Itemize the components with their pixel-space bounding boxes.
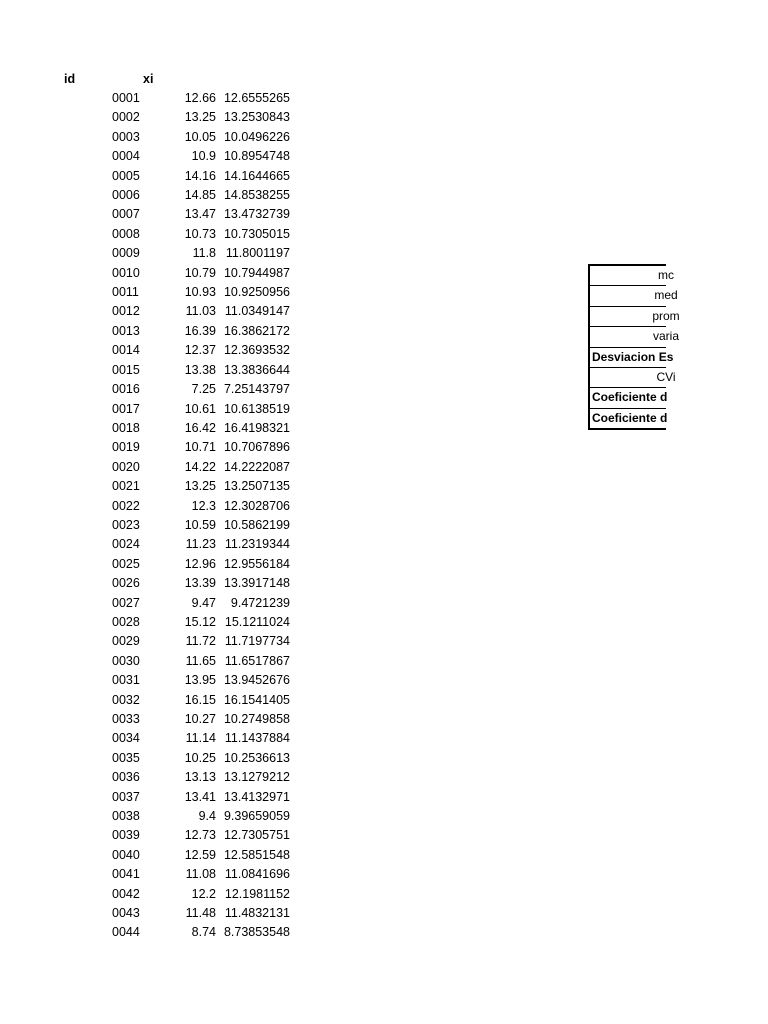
table-row (0, 361, 320, 380)
table-row (0, 322, 320, 341)
cell-xi: 12.59 (184, 847, 216, 862)
cell-value: 12.3693532 (223, 343, 290, 358)
column-header-id: id (64, 72, 76, 86)
cell-value: 10.9250956 (223, 285, 290, 300)
table-row (0, 458, 320, 477)
cell-value: 13.4732739 (223, 207, 290, 222)
table-row (0, 749, 320, 768)
cell-xi: 16.39 (184, 323, 216, 338)
cell-value: 13.3917148 (223, 576, 290, 591)
cell-id: 0013 (112, 323, 140, 338)
cell-id: 0028 (112, 614, 140, 629)
cell-xi: 10.25 (184, 750, 216, 765)
cell-id: 0023 (112, 517, 140, 532)
cell-value: 14.2222087 (223, 459, 290, 474)
summary-row (590, 266, 674, 286)
cell-value: 11.0349147 (224, 304, 290, 319)
table-row (0, 205, 320, 224)
cell-value: 10.2536613 (223, 750, 290, 765)
cell-xi: 7.25 (191, 382, 216, 397)
cell-value: 10.7944987 (223, 265, 290, 280)
summary-label: Desviacion Es (592, 349, 674, 364)
cell-id: 0002 (112, 110, 140, 125)
cell-id: 0044 (112, 925, 140, 940)
cell-id: 0003 (112, 129, 140, 144)
cell-xi: 14.85 (184, 188, 216, 203)
summary-row (590, 286, 678, 306)
cell-value: 10.7067896 (223, 440, 290, 455)
cell-id: 0021 (112, 479, 140, 494)
table-row (0, 632, 320, 651)
summary-label: med (654, 288, 678, 303)
cell-xi: 14.16 (184, 168, 216, 183)
table-row (0, 574, 320, 593)
table-row (0, 788, 320, 807)
cell-xi: 13.47 (184, 207, 216, 222)
cell-xi: 12.96 (184, 556, 216, 571)
cell-id: 0008 (112, 226, 140, 241)
cell-value: 12.7305751 (223, 828, 290, 843)
cell-value: 13.9452676 (223, 673, 290, 688)
cell-xi: 12.66 (184, 91, 216, 105)
cell-id: 0024 (112, 537, 140, 552)
cell-id: 0035 (112, 750, 140, 765)
cell-id: 0019 (112, 440, 140, 455)
cell-xi: 12.37 (184, 343, 216, 358)
table-row (0, 516, 320, 535)
cell-id: 0001 (112, 91, 140, 105)
cell-xi: 11.08 (185, 867, 216, 882)
table-row (0, 594, 320, 613)
cell-id: 0016 (112, 382, 140, 397)
summary-label: Coeficiente d (592, 390, 668, 405)
cell-value: 11.1437884 (224, 731, 290, 746)
cell-xi: 14.22 (184, 459, 216, 474)
cell-xi: 13.41 (184, 789, 216, 804)
cell-xi: 11.23 (185, 537, 216, 552)
cell-value: 11.7197734 (224, 634, 290, 649)
cell-xi: 13.25 (184, 479, 216, 494)
cell-value: 7.25143797 (223, 382, 290, 397)
cell-id: 0011 (112, 285, 139, 300)
table-row (0, 535, 320, 554)
cell-xi: 10.9 (191, 149, 216, 164)
cell-id: 0006 (112, 188, 140, 203)
cell-value: 13.2507135 (223, 479, 290, 494)
cell-value: 13.2530843 (223, 110, 290, 125)
cell-value: 13.4132971 (223, 789, 290, 804)
cell-value: 11.4832131 (224, 906, 290, 921)
cell-id: 0012 (112, 304, 140, 319)
cell-value: 14.8538255 (223, 188, 290, 203)
table-row (0, 167, 320, 186)
table-row (0, 283, 320, 302)
cell-value: 10.0496226 (223, 129, 290, 144)
table-row (0, 400, 320, 419)
table-row (0, 477, 320, 496)
cell-xi: 13.13 (184, 770, 216, 785)
summary-label: varia (652, 329, 679, 344)
cell-id: 0005 (112, 168, 140, 183)
cell-value: 9.39659059 (223, 809, 290, 824)
cell-id: 0030 (112, 653, 140, 668)
cell-id: 0025 (112, 556, 140, 571)
cell-value: 10.8954748 (223, 149, 290, 164)
cell-xi: 10.73 (184, 226, 216, 241)
table-row (0, 846, 320, 865)
cell-value: 10.7305015 (223, 226, 290, 241)
table-row (0, 885, 320, 904)
cell-xi: 15.12 (184, 614, 216, 629)
cell-xi: 10.59 (184, 517, 216, 532)
cell-xi: 11.03 (185, 304, 216, 319)
table-row (0, 128, 320, 147)
cell-xi: 10.61 (184, 401, 216, 416)
cell-value: 11.0841696 (224, 867, 290, 882)
cell-xi: 10.71 (184, 440, 216, 455)
cell-xi: 12.2 (191, 886, 216, 901)
summary-row (590, 348, 674, 368)
data-table (0, 89, 320, 943)
table-row (0, 865, 320, 884)
table-row (0, 108, 320, 127)
table-row (0, 652, 320, 671)
cell-xi: 9.47 (191, 595, 216, 610)
table-row (0, 807, 320, 826)
summary-row (590, 368, 676, 388)
cell-id: 0022 (112, 498, 140, 513)
cell-id: 0038 (112, 809, 140, 824)
cell-id: 0017 (112, 401, 140, 416)
cell-id: 0036 (112, 770, 140, 785)
table-row (0, 671, 320, 690)
cell-value: 13.1279212 (223, 770, 290, 785)
cell-id: 0004 (112, 149, 140, 164)
cell-xi: 16.42 (184, 420, 216, 435)
cell-id: 0010 (112, 265, 140, 280)
summary-row (590, 327, 679, 347)
cell-xi: 11.65 (185, 653, 216, 668)
table-row (0, 89, 320, 108)
cell-xi: 9.4 (198, 809, 216, 824)
cell-value: 9.4721239 (230, 595, 290, 610)
table-row (0, 186, 320, 205)
cell-value: 10.2749858 (223, 712, 290, 726)
cell-value: 12.6555265 (223, 91, 290, 105)
cell-xi: 10.93 (184, 285, 216, 300)
table-row (0, 438, 320, 457)
cell-id: 0020 (112, 459, 140, 474)
summary-label: prom (652, 308, 680, 323)
cell-xi: 16.15 (184, 692, 216, 707)
cell-xi: 11.48 (185, 906, 216, 921)
summary-row (590, 307, 680, 327)
table-row (0, 497, 320, 516)
cell-xi: 12.3 (191, 498, 216, 513)
cell-xi: 11.72 (185, 634, 216, 649)
cell-value: 15.1211024 (224, 614, 290, 629)
cell-xi: 13.38 (184, 362, 216, 377)
cell-id: 0032 (112, 692, 140, 707)
cell-value: 11.6517867 (224, 653, 290, 668)
cell-value: 12.1981152 (224, 886, 290, 901)
table-row (0, 691, 320, 710)
cell-id: 0037 (112, 789, 140, 804)
table-row (0, 826, 320, 845)
cell-xi: 8.74 (191, 925, 216, 940)
cell-value: 11.2319344 (224, 537, 290, 552)
table-row (0, 341, 320, 360)
summary-row (590, 409, 666, 428)
table-row (0, 923, 320, 942)
cell-id: 0034 (112, 731, 140, 746)
cell-id: 0014 (112, 343, 140, 358)
cell-id: 0029 (112, 634, 140, 649)
summary-row (590, 388, 666, 408)
column-header-xi: xi (143, 72, 154, 86)
cell-id: 0027 (112, 595, 140, 610)
cell-xi: 10.05 (184, 129, 216, 144)
cell-value: 16.4198321 (223, 420, 290, 435)
cell-id: 0018 (112, 420, 140, 435)
cell-id: 0033 (112, 712, 140, 726)
cell-value: 13.3836644 (223, 362, 290, 377)
table-row (0, 904, 320, 923)
cell-value: 12.9556184 (223, 556, 290, 571)
cell-id: 0015 (112, 362, 140, 377)
cell-value: 10.6138519 (223, 401, 290, 416)
cell-id: 0031 (112, 673, 140, 688)
cell-id: 0043 (112, 906, 140, 921)
summary-label: CVi (656, 369, 676, 384)
cell-xi: 13.95 (184, 673, 216, 688)
table-row (0, 380, 320, 399)
cell-value: 14.1644665 (223, 168, 290, 183)
table-row (0, 419, 320, 438)
cell-value: 10.5862199 (223, 517, 290, 532)
cell-xi: 13.39 (184, 576, 216, 591)
cell-id: 0007 (112, 207, 140, 222)
table-row (0, 555, 320, 574)
table-row (0, 768, 320, 787)
cell-value: 16.3862172 (223, 323, 290, 338)
cell-xi: 10.79 (184, 265, 216, 280)
cell-value: 16.1541405 (223, 692, 290, 707)
table-row (0, 613, 320, 632)
table-row (0, 302, 320, 321)
table-row (0, 710, 320, 729)
table-row (0, 147, 320, 166)
cell-value: 12.5851548 (223, 847, 290, 862)
cell-xi: 11.14 (185, 731, 216, 746)
table-row (0, 729, 320, 748)
cell-value: 11.8001197 (225, 246, 290, 261)
cell-value: 8.73853548 (223, 925, 290, 940)
cell-id: 0040 (112, 847, 140, 862)
summary-label: mc (658, 268, 674, 282)
cell-xi: 13.25 (184, 110, 216, 125)
cell-id: 0009 (112, 246, 140, 261)
cell-id: 0039 (112, 828, 140, 843)
cell-xi: 10.27 (184, 712, 216, 726)
table-row (0, 264, 320, 283)
cell-id: 0026 (112, 576, 140, 591)
cell-value: 12.3028706 (223, 498, 290, 513)
table-row (0, 225, 320, 244)
cell-id: 0042 (112, 886, 140, 901)
summary-label: Coeficiente d (592, 410, 668, 425)
cell-xi: 11.8 (192, 246, 216, 261)
cell-id: 0041 (112, 867, 140, 882)
cell-xi: 12.73 (184, 828, 216, 843)
table-row (0, 244, 320, 263)
summary-table (588, 264, 680, 430)
